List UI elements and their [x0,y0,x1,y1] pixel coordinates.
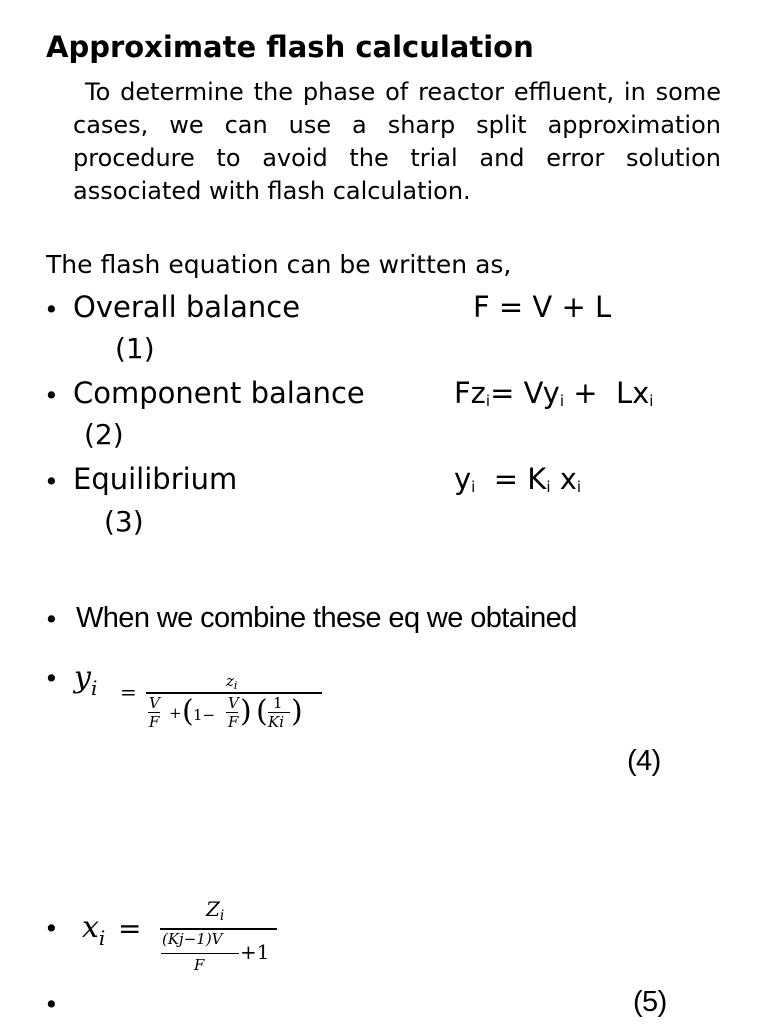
bullet-7: • [44,990,59,1019]
bullet-6: • [44,914,59,943]
formula4-numerator: $z_i$ [226,672,238,692]
formula4-paren-open-1: ( [182,694,194,729]
formula5-numerator: $Z_i$ [206,897,225,924]
eq2-number: (2) [84,418,124,451]
page-title: Approximate flash calculation [46,30,534,64]
bullet-4: • [44,605,59,634]
bullet-5: • [44,664,59,693]
intro-text: To determine the phase of reactor effluent, in some cases, we can use a sharp split approximation procedure to avoid the trial and error solution associated with flash calculation. [73,78,721,205]
formula4-den-v: V [149,694,160,712]
formula4-den-f: F [149,713,160,731]
formula5-number: (5) [633,986,667,1018]
formula5-equals: = [118,912,142,945]
eq3-expression: $y_i = K_i$ $x_i$ [454,462,582,496]
eq3-label: Equilibrium [73,462,238,496]
formula4-number: (4) [627,745,661,777]
eq3-number: (3) [104,505,144,538]
eq1-number: (1) [115,332,155,365]
formula5-den-top: (Kj−1)V [162,930,223,948]
formula4-den-f2: F [228,713,239,731]
lead-text: The flash equation can be written as, [46,250,512,279]
formula4-equals: = [120,680,137,704]
bullet-3: • [44,467,59,496]
bullet-2: • [44,381,59,410]
formula4-paren-close-1: ) [240,694,252,729]
combine-text: When we combine these eq we obtained [76,602,577,634]
formula5-den-bottom: F [194,956,205,974]
eq2-expression: $Fz_i= Vy_i + Lx_i$ [454,376,654,410]
formula4-paren-open-2: ( [256,694,268,729]
formula4-den-one-minus: 1− [193,706,216,724]
formula4-den-plus: + [169,704,182,722]
bullet-1: • [44,295,59,324]
formula5-lhs: $x_i$ [82,910,106,950]
eq2-label: Component balance [73,376,365,410]
formula4-den-one-top: 1 [273,694,283,712]
formula4-paren-close-2: ) [291,694,303,729]
eq1-label: Overall balance [73,290,301,324]
formula4-lhs: $y_i$ [74,660,98,700]
intro-paragraph [73,76,721,208]
formula5-den-inner-bar [161,953,239,954]
eq1-expression: F = V + L [473,290,612,324]
formula4-den-v2: V [228,694,239,712]
formula4-den-ki: Ki [268,713,285,731]
formula5-den-plus-one: +1 [240,940,270,964]
